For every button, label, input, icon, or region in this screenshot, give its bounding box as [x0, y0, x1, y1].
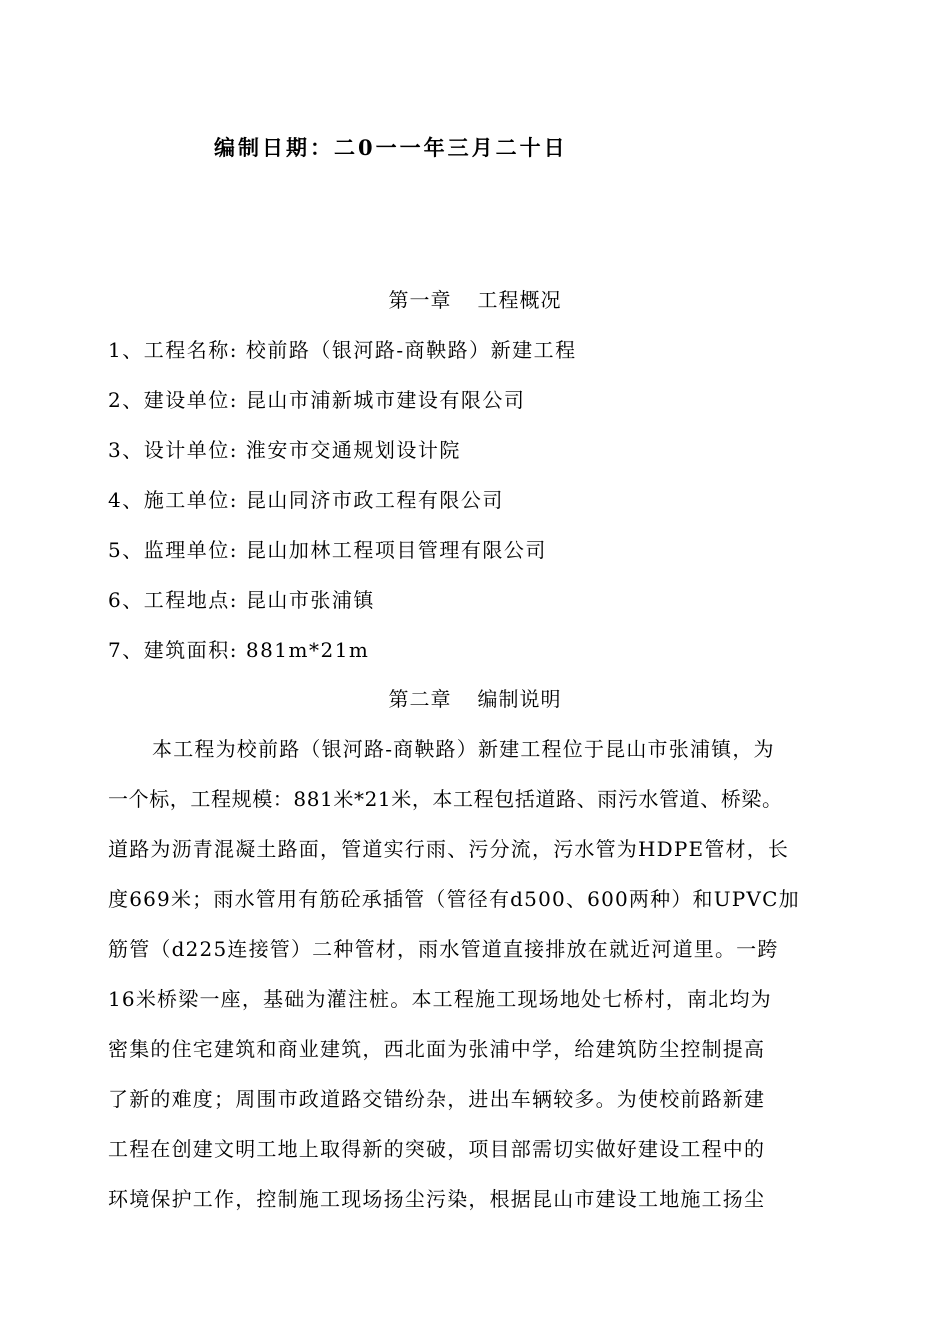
project-info-item: 7、建筑面积: 881m*21m	[108, 638, 370, 662]
project-info-item: 4、施工单位: 昆山同济市政工程有限公司	[108, 488, 504, 512]
chapter-2-heading	[0, 683, 950, 712]
paragraph-line: 工程在创建文明工地上取得新的突破，项目部需切实做好建设工程中的	[108, 1137, 766, 1161]
paragraph-line: 密集的住宅建筑和商业建筑，西北面为张浦中学，给建筑防尘控制提高	[108, 1037, 766, 1061]
paragraph-line: 本工程为校前路（银河路-商鞅路）新建工程位于昆山市张浦镇，为	[152, 737, 775, 761]
paragraph-line: 环境保护工作，控制施工现场扬尘污染，根据昆山市建设工地施工扬尘	[108, 1187, 766, 1211]
project-info-item: 1、工程名称: 校前路（银河路-商鞅路）新建工程	[108, 338, 577, 362]
project-info-item: 3、设计单位: 淮安市交通规划设计院	[108, 438, 461, 462]
compile-date	[214, 132, 568, 162]
project-info-item: 5、监理单位: 昆山加林工程项目管理有限公司	[108, 538, 547, 562]
chapter-2-title: 编制说明	[477, 687, 562, 711]
compile-date-value: 二0一一年三月二十日	[334, 135, 568, 160]
project-info-item: 6、工程地点: 昆山市张浦镇	[108, 588, 375, 612]
paragraph-line: 了新的难度；周围市政道路交错纷杂，进出车辆较多。为使校前路新建	[108, 1087, 766, 1111]
paragraph-line: 度669米；雨水管用有筋砼承插管（管径有d500、600两种）和UPVC加	[108, 887, 800, 911]
paragraph-line: 一个标，工程规模：881米*21米，本工程包括道路、雨污水管道、桥梁。	[108, 787, 783, 811]
compile-date-label: 编制日期：	[214, 135, 334, 160]
chapter-1-heading	[0, 284, 950, 313]
paragraph-line: 筋管（d225连接管）二种管材，雨水管道直接排放在就近河道里。一跨	[108, 937, 779, 961]
project-info-item: 2、建设单位: 昆山市浦新城市建设有限公司	[108, 388, 526, 412]
paragraph-line: 16米桥梁一座，基础为灌注桩。本工程施工现场地处七桥村，南北均为	[108, 987, 772, 1011]
chapter-1-number: 第一章	[388, 288, 452, 312]
chapter-2-number: 第二章	[388, 687, 452, 711]
paragraph-line: 道路为沥青混凝土路面，管道实行雨、污分流，污水管为HDPE管材，长	[108, 837, 790, 861]
chapter-1-title: 工程概况	[477, 288, 562, 312]
